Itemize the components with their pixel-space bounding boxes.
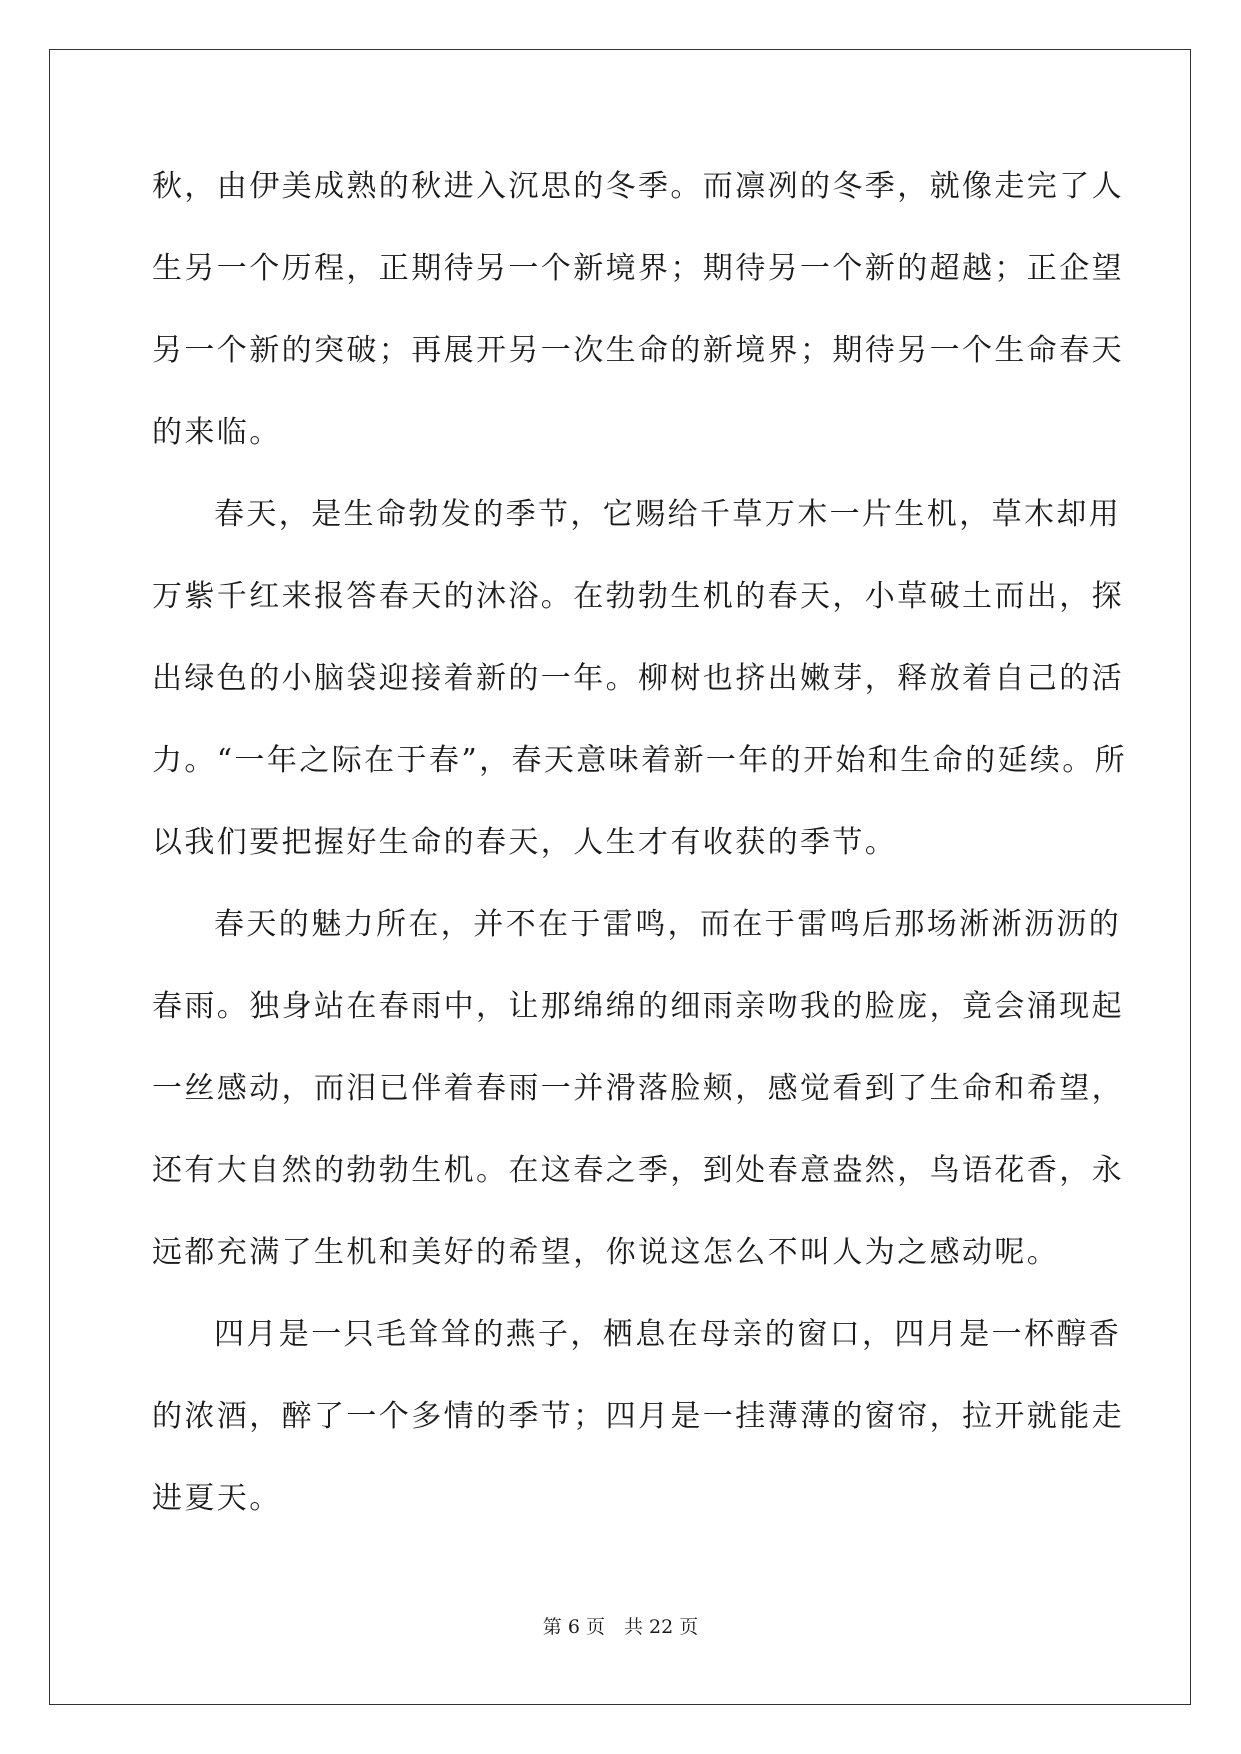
text-line: 生另一个历程，正期待另一个新境界；期待另一个新的超越；正企望 [152, 251, 1124, 286]
text-line: 的浓酒，醉了一个多情的季节；四月是一挂薄薄的窗帘，拉开就能走 [152, 1399, 1124, 1434]
text-line: 秋，由伊美成熟的秋进入沉思的冬季。而凛冽的冬季，就像走完了人 [152, 169, 1124, 204]
text-line: 还有大自然的勃勃生机。在这春之季，到处春意盎然，鸟语花香，永 [152, 1153, 1124, 1188]
text-line: 另一个新的突破；再展开另一次生命的新境界；期待另一个生命春天 [152, 333, 1124, 368]
text-line: 春天，是生命勃发的季节，它赐给千草万木一片生机，草木却用 [214, 497, 1122, 532]
text-line: 力。“一年之际在于春”，春天意味着新一年的开始和生命的延续。所 [152, 743, 1128, 778]
page-number-footer: 第 6 页 共 22 页 [542, 1616, 699, 1638]
text-line: 出绿色的小脑袋迎接着新的一年。柳树也挤出嫩芽，释放着自己的活 [152, 661, 1124, 696]
document-body [152, 146, 1128, 1540]
text-line: 一丝感动，而泪已伴着春雨一并滑落脸颊，感觉看到了生命和希望， [152, 1071, 1124, 1106]
text-line: 以我们要把握好生命的春天，人生才有收获的季节。 [152, 825, 898, 860]
text-line: 春雨。独身站在春雨中，让那绵绵的细雨亲吻我的脸庞，竟会涌现起 [152, 989, 1124, 1024]
text-line: 进夏天。 [152, 1481, 282, 1516]
text-line: 远都充满了生机和美好的希望，你说这怎么不叫人为之感动呢。 [152, 1235, 1060, 1270]
text-line: 的来临。 [152, 415, 282, 450]
text-line: 四月是一只毛耸耸的燕子，栖息在母亲的窗口，四月是一杯醇香 [214, 1317, 1122, 1352]
text-line: 春天的魅力所在，并不在于雷鸣，而在于雷鸣后那场淅淅沥沥的 [214, 907, 1122, 942]
text-line: 万紫千红来报答春天的沐浴。在勃勃生机的春天，小草破土而出，探 [152, 579, 1124, 614]
